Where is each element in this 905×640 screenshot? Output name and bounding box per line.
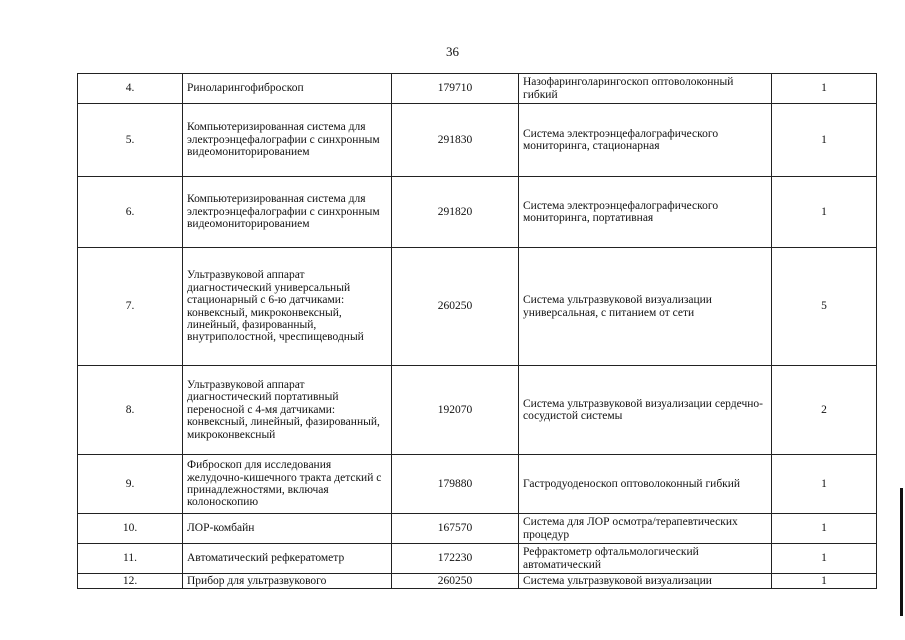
equipment-quantity: 1	[772, 455, 877, 514]
equipment-description: Рефрактометр офтальмологический автоматический	[519, 544, 772, 574]
equipment-description: Система ультразвуковой визуализации универсальная, с питанием от сети	[519, 248, 772, 366]
equipment-description: Система ультразвуковой визуализации	[519, 574, 772, 589]
row-number: 4.	[78, 74, 183, 104]
row-number: 12.	[78, 574, 183, 589]
equipment-quantity: 2	[772, 366, 877, 455]
equipment-table	[77, 73, 877, 589]
equipment-code: 192070	[392, 366, 519, 455]
equipment-code: 291830	[392, 104, 519, 177]
equipment-quantity: 1	[772, 74, 877, 104]
equipment-description: Гастродуоденоскоп оптоволоконный гибкий	[519, 455, 772, 514]
table-row	[78, 177, 877, 248]
equipment-description: Система ультразвуковой визуализации сердечно-сосудистой системы	[519, 366, 772, 455]
row-number: 10.	[78, 514, 183, 544]
row-number: 8.	[78, 366, 183, 455]
equipment-description: Система электроэнцефалографического мониторинга, стационарная	[519, 104, 772, 177]
equipment-name: ЛОР-комбайн	[183, 514, 392, 544]
equipment-code: 291820	[392, 177, 519, 248]
equipment-quantity: 5	[772, 248, 877, 366]
equipment-code: 179710	[392, 74, 519, 104]
equipment-name: Компьютеризированная система для электроэнцефалографии с синхронным видеомониторированием	[183, 177, 392, 248]
row-number: 7.	[78, 248, 183, 366]
equipment-name: Компьютеризированная система для электроэнцефалографии с синхронным видеомониторированием	[183, 104, 392, 177]
equipment-quantity: 1	[772, 104, 877, 177]
page-number: 36	[446, 44, 459, 59]
margin-bar	[900, 488, 903, 616]
equipment-name: Автоматический рефкератометр	[183, 544, 392, 574]
equipment-code: 260250	[392, 574, 519, 589]
equipment-code: 172230	[392, 544, 519, 574]
equipment-name: Ультразвуковой аппарат диагностический портативный переносной с 4-мя датчиками: конвексный, линейный, фазированный, микроконвексный	[183, 366, 392, 455]
equipment-code: 167570	[392, 514, 519, 544]
equipment-name: Ультразвуковой аппарат диагностический универсальный стационарный с 6-ю датчиками: конвексный, микроконвексный, линейный, фазированный, внутриполостной, чреспищеводный	[183, 248, 392, 366]
row-number: 11.	[78, 544, 183, 574]
table-row	[78, 74, 877, 104]
equipment-code: 260250	[392, 248, 519, 366]
table-row	[78, 544, 877, 574]
equipment-description: Назофаринголарингоскоп оптоволоконный гибкий	[519, 74, 772, 104]
equipment-description: Система для ЛОР осмотра/терапевтических процедур	[519, 514, 772, 544]
equipment-quantity: 1	[772, 544, 877, 574]
equipment-name: Фиброскоп для исследования желудочно-кишечного тракта детский с принадлежностями, включая колоноскопию	[183, 455, 392, 514]
table-row	[78, 514, 877, 544]
table-row	[78, 248, 877, 366]
equipment-name: Прибор для ультразвукового	[183, 574, 392, 589]
row-number: 6.	[78, 177, 183, 248]
equipment-code: 179880	[392, 455, 519, 514]
table-row	[78, 366, 877, 455]
equipment-description: Система электроэнцефалографического мониторинга, портативная	[519, 177, 772, 248]
table-row	[78, 574, 877, 589]
table-row	[78, 104, 877, 177]
equipment-quantity: 1	[772, 574, 877, 589]
row-number: 5.	[78, 104, 183, 177]
equipment-quantity: 1	[772, 177, 877, 248]
equipment-quantity: 1	[772, 514, 877, 544]
equipment-name: Риноларингофиброскоп	[183, 74, 392, 104]
table-row	[78, 455, 877, 514]
row-number: 9.	[78, 455, 183, 514]
